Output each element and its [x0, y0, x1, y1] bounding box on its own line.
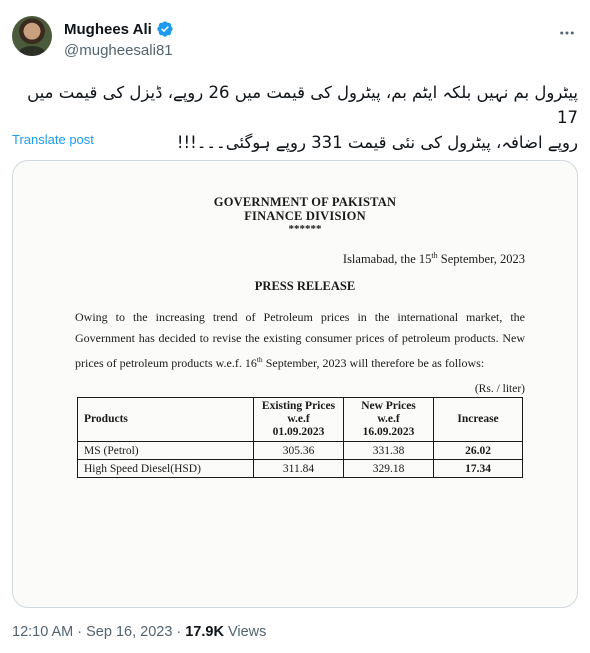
tweet-meta [12, 624, 266, 640]
more-horizontal-icon[interactable] [556, 22, 578, 44]
doc-press-release-heading: PRESS RELEASE [254, 279, 356, 293]
meta-separator: · [77, 624, 83, 640]
author-name-row [64, 20, 174, 38]
author-display-name[interactable]: Mughees Ali [64, 20, 152, 38]
tweet-text-line: روپے اضافہ، پیٹرول کی نئی قیمت 331 روپے ہوگئی۔۔۔!!! [176, 133, 578, 152]
col-products: Products [78, 398, 254, 442]
doc-gov-title: GOVERNMENT OF PAKISTAN [213, 195, 397, 209]
post-date[interactable]: Sep 16, 2023 [86, 624, 173, 640]
verified-badge-icon [156, 20, 174, 38]
doc-unit-label: (Rs. / liter) [474, 383, 525, 395]
cell-existing: 305.36 [254, 442, 344, 460]
post-time[interactable]: 12:10 AM [12, 624, 74, 640]
avatar[interactable] [12, 16, 52, 56]
col-increase: Increase [434, 398, 523, 442]
tweet-header [12, 12, 578, 64]
table-row [78, 442, 523, 460]
cell-new: 329.18 [344, 460, 434, 478]
cell-new: 331.38 [344, 442, 434, 460]
price-table [77, 397, 523, 478]
col-new: New Prices w.e.f 16.09.2023 [344, 398, 434, 442]
cell-existing: 311.84 [254, 460, 344, 478]
doc-stars: ****** [288, 223, 322, 235]
price-table-header [78, 398, 523, 442]
cell-product: High Speed Diesel(HSD) [78, 460, 254, 478]
tweet-text-line: پیٹرول بم نہیں بلکہ ایٹم بم، پیٹرول کی قیمت میں 26 روپے، ڈیزل کی قیمت میں 17 [27, 83, 578, 127]
attached-image[interactable] [12, 160, 578, 608]
views-count[interactable]: 17.9K [185, 624, 224, 640]
cell-product: MS (Petrol) [78, 442, 254, 460]
author-handle[interactable]: @mugheesali81 [64, 42, 173, 59]
views-label: Views [227, 624, 267, 640]
meta-separator: · [176, 624, 182, 640]
doc-paragraph: Owing to the increasing trend of Petroleum prices in the international market, the Government has decided to revise the existing consumer prices of petroleum products. New prices of petroleum products w.e.f. 16th September, 2023 will therefore be as follows: [75, 310, 525, 370]
cell-increase: 17.34 [434, 460, 523, 478]
table-row [78, 460, 523, 478]
press-release-document [13, 161, 577, 607]
doc-division-title: FINANCE DIVISION [244, 209, 366, 223]
cell-increase: 26.02 [434, 442, 523, 460]
tweet-text [12, 80, 578, 155]
doc-dateline: Islamabad, the 15th September, 2023 [342, 251, 525, 267]
col-existing: Existing Prices w.e.f 01.09.2023 [254, 398, 344, 442]
translate-post-link[interactable]: Translate post [12, 132, 94, 147]
